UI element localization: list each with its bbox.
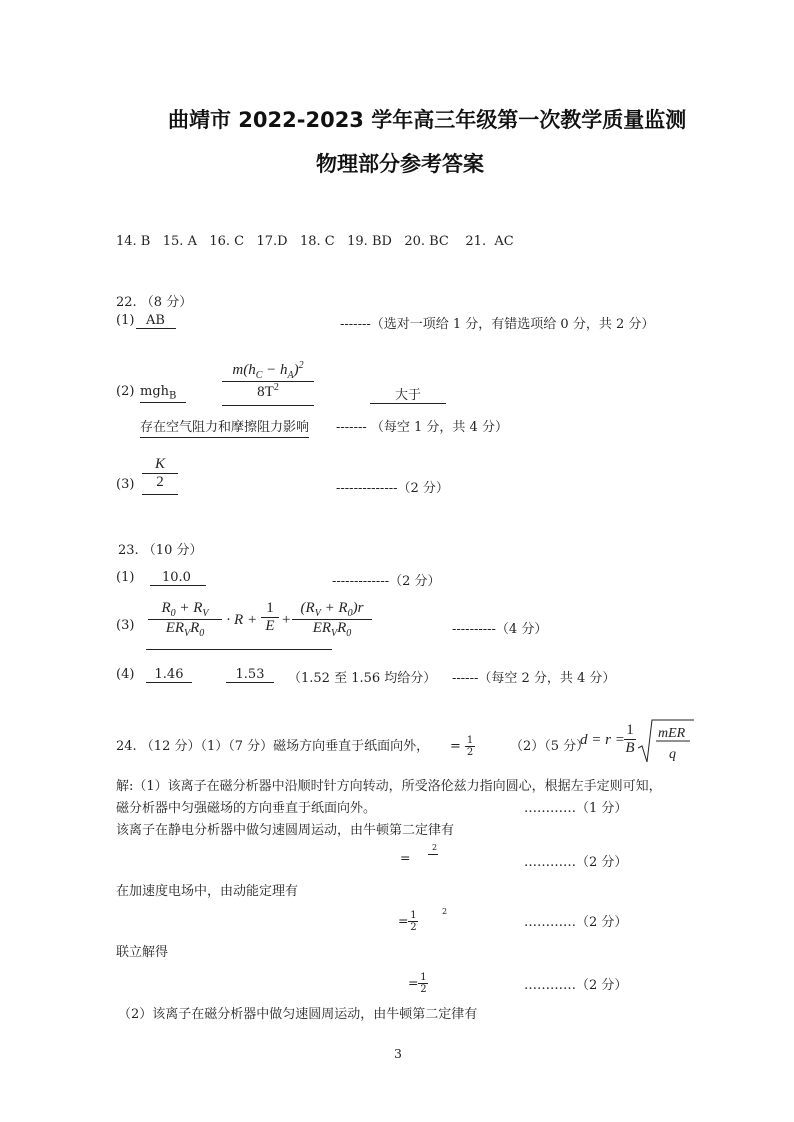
q24-points-3: …………（2 分）	[524, 915, 628, 930]
q23-part4-scoring: ------（每空 2 分，共 4 分）	[452, 671, 616, 686]
sqrt-sign-icon	[638, 718, 694, 764]
q24-eq1: =	[400, 850, 411, 865]
q22-part2-answer3: 大于	[370, 384, 446, 404]
q22-part2-answer2-underline	[222, 405, 314, 406]
q23-part1-answer: 10.0	[150, 570, 206, 586]
page-number: 3	[394, 1046, 402, 1061]
q22-part3-fraction: K 2	[142, 456, 178, 491]
q24-points-4: …………（2 分）	[524, 978, 628, 993]
q23-part4-answer1: 1.46	[146, 667, 192, 683]
q22-part2-scoring: ------- （每空 1 分，共 4 分）	[336, 420, 508, 435]
q22-part2-answer2-fraction: $m(h_C - h_A)^2$ $8T^2$	[222, 360, 314, 401]
q24-heading: 24. （12 分）（1）（7 分）磁场方向垂直于纸面向外，	[116, 739, 430, 754]
q24-eq2: = $\frac{1}{2}$	[398, 910, 417, 933]
q24-solution-line4: 在加速度电场中，由动能定理有	[116, 884, 299, 899]
q23-heading: 23. （10 分）	[118, 543, 203, 558]
svg-text:q: q	[669, 747, 676, 762]
q23-part3-expression: $R_0 + R_V$ $ER_VR_0$ · R + 1 E + $(R_V + R_0)r$ $ER_VR_0$	[146, 600, 332, 650]
q24-part2-expr: d = r =	[580, 732, 625, 748]
q23-part4-range: （1.52 至 1.56 均给分）	[288, 671, 437, 686]
q23-part1-label: (1)	[116, 570, 135, 585]
svg-text:mER: mER	[658, 726, 686, 741]
q24-eq1-superscript: 2	[432, 843, 438, 852]
q22-part3-underline	[142, 494, 178, 495]
q24-part2-formula: 1 B mER q	[624, 718, 694, 764]
q23-part3-label: (3)	[116, 618, 135, 633]
choice-answers: 14. B 15. A 16. C 17.D 18. C 19. BD 20. BC 21. AC	[116, 234, 514, 249]
q22-heading: 22. （8 分）	[116, 295, 193, 310]
q23-part3-underline	[146, 649, 332, 650]
q24-eq3: = $\frac{1}{2}$	[408, 972, 427, 995]
q23-part3-scoring: ----------（4 分）	[452, 622, 548, 637]
q24-solution-line6: （2）该离子在磁分析器中做匀速圆周运动，由牛顿第二定律有	[118, 1007, 478, 1022]
q22-part3-scoring: --------------（2 分）	[336, 481, 449, 496]
q24-solution-line3: 该离子在静电分析器中做匀速圆周运动，由牛顿第二定律有	[116, 823, 455, 838]
q24-solution-line1: 解:（1）该离子在磁分析器中沿顺时针方向转动，所受洛伦兹力指向圆心，根据左手定则可知，	[116, 779, 662, 794]
q24-part2-label: （2）（5 分）	[510, 739, 590, 754]
q24-eq-half: = $\frac{1}{2}$	[450, 735, 474, 758]
q22-part3-label: (3)	[116, 477, 135, 492]
q24-eq1-fraction-bar	[428, 854, 438, 855]
q23-part1-scoring: -------------（2 分）	[332, 574, 441, 589]
page-title: 曲靖市 2022-2023 学年高三年级第一次教学质量监测	[168, 108, 687, 132]
q24-points-2: …………（2 分）	[524, 855, 628, 870]
q22-part1-label: (1)	[116, 313, 135, 328]
q23-part4-answer2: 1.53	[226, 667, 274, 683]
q22-part1-scoring: -------（选对一项给 1 分，有错选项给 0 分，共 2 分）	[340, 317, 655, 332]
q22-part1-answer: AB	[136, 313, 176, 329]
q23-part4-label: (4)	[116, 667, 135, 682]
page-subtitle: 物理部分参考答案	[316, 152, 484, 176]
q24-eq2-superscript: 2	[442, 907, 448, 916]
q24-solution-line2: 磁分析器中匀强磁场的方向垂直于纸面向外。	[116, 801, 377, 816]
q22-part2-answer1: mgh$_B$	[140, 384, 186, 403]
q22-part2-label: (2)	[116, 384, 135, 399]
q24-solution-line5: 联立解得	[116, 945, 169, 960]
q24-points-1: …………（1 分）	[524, 801, 628, 816]
q22-part2-answer4: 存在空气阻力和摩擦阻力影响	[140, 416, 309, 438]
